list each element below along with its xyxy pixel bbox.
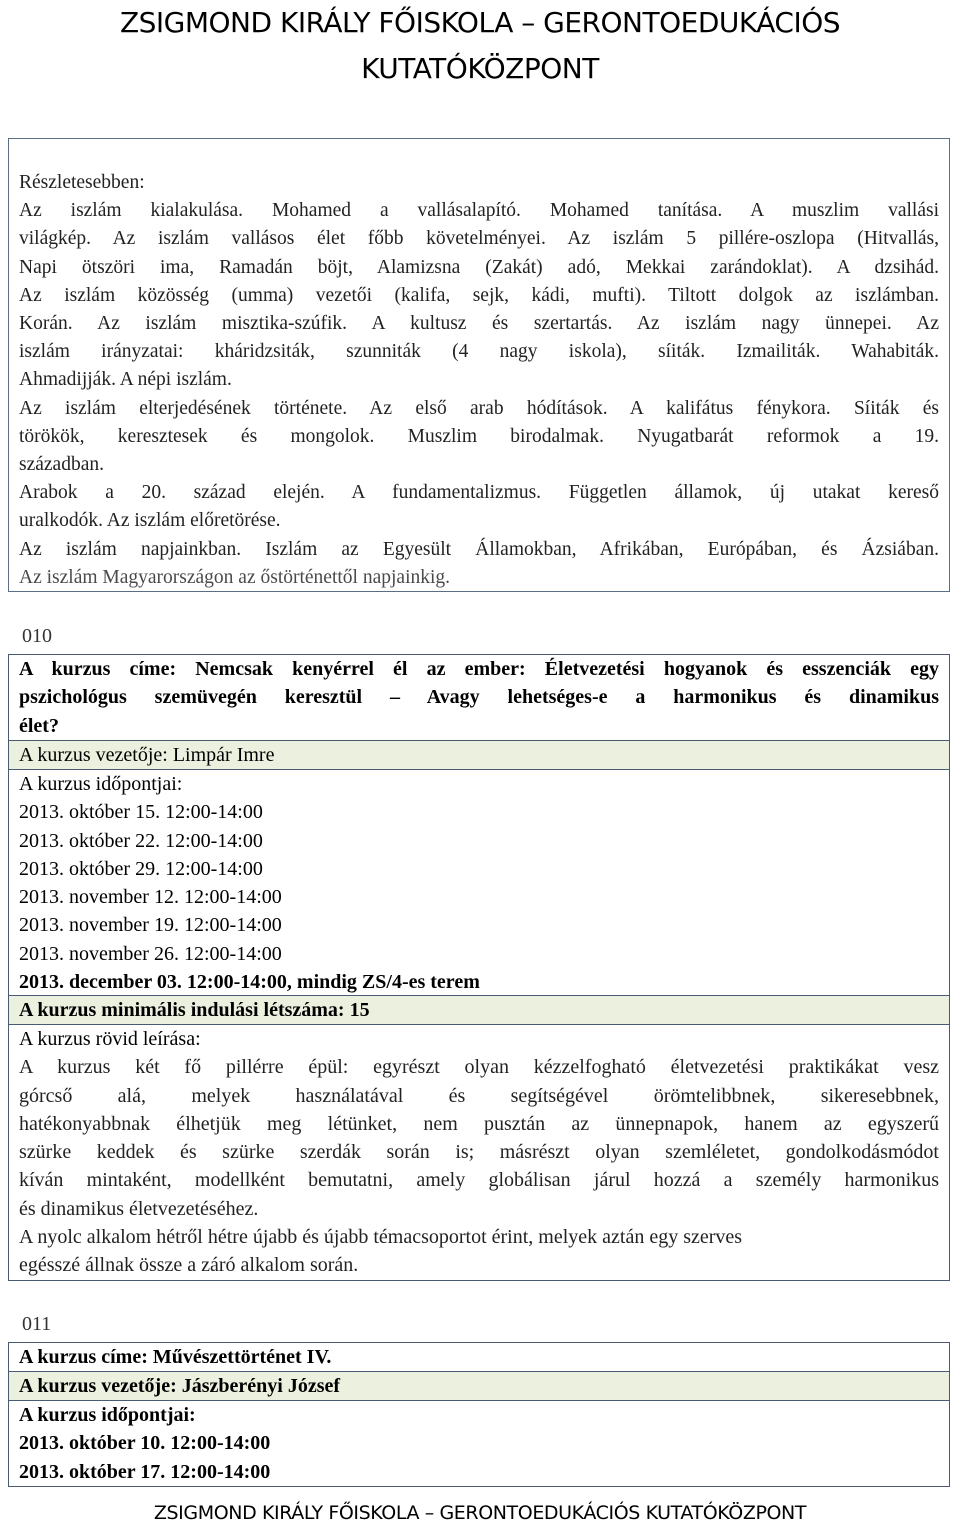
course-title	[8, 1342, 950, 1371]
desc-line: A nyolc alkalom hétről hétre újabb és újabb témacsoportot érint, melyek aztán egy szerves	[19, 1226, 743, 1249]
course-date: 2013. október 22. 12:00-14:00	[19, 829, 263, 852]
desc-line: A kurzus két fő pillérre épül: egyrészt olyan kézzelfogható életvezetési praktikákat vesz	[19, 1056, 939, 1079]
course-date: 2013. november 26. 12:00-14:00	[19, 942, 282, 965]
details-line: iszlám irányzatai: kháridzsiták, szunniták (4 nagy iskola), síiták. Izmailiták. Wahabiták.	[19, 341, 939, 363]
desc-line: kíván mintaként, modellként bemutatni, amely globálisan járul hozzá a személy harmonikus	[19, 1169, 939, 1192]
course-date: 2013. november 19. 12:00-14:00	[19, 914, 282, 937]
course-leader-text: A kurzus vezetője: Limpár Imre	[19, 744, 275, 766]
course-leader	[8, 1371, 950, 1400]
header-line-1: ZSIGMOND KIRÁLY FŐISKOLA – GERONTOEDUKÁCIÓS	[119, 6, 841, 39]
course-date: 2013. október 17. 12:00-14:00	[19, 1460, 271, 1483]
details-line: világkép. Az iszlám vallásos élet főbb követelményei. Az iszlám 5 pillére-oszlopa (Hitvallás,	[19, 228, 939, 250]
details-line: Az iszlám közösség (umma) vezetői (kalifa, sejk, kádi, mufti). Tiltott dolgok az iszlámban.	[19, 284, 939, 306]
course-title-line: élet?	[19, 714, 59, 737]
course-date: 2013. október 29. 12:00-14:00	[19, 857, 263, 880]
desc-line: górcső alá, melyek használatával és segítségével örömtelibbnek, sikeresebbnek,	[19, 1084, 939, 1107]
course-title-line: pszichológus szemüvegén keresztül – Avagy lehetséges-e a harmonikus és dinamikus	[19, 686, 939, 709]
desc-line: egésszé állnak össze a záró alkalom során.	[19, 1254, 359, 1277]
details-line: Az iszlám napjainkban. Iszlám az Egyesült Államokban, Afrikában, Európában, és Ázsiában.	[19, 538, 939, 560]
details-line: Napi ötszöri ima, Ramadán böjt, Alamizsna (Zakát) adó, Mekkai zarándoklat). A dzsihád.	[19, 256, 939, 278]
desc-line: szürke keddek és szürke szerdák során is; másrészt olyan szemléletet, gondolkodásmódot	[19, 1141, 939, 1164]
details-line: törökök, keresztesek és mongolok. Muszlim birodalmak. Nyugatbarát reformok a 19.	[19, 425, 939, 447]
course-leader-text: A kurzus vezetője: Jászberényi József	[19, 1375, 341, 1397]
details-line: Korán. Az iszlám misztika-szúfik. A kultusz és szertartás. Az iszlám nagy ünnepei. Az	[19, 313, 939, 335]
course-leader	[8, 740, 950, 769]
course-details-box	[8, 138, 950, 592]
header-line-2: KUTATÓKÖZPONT	[361, 52, 599, 85]
course-code: 010	[22, 625, 52, 647]
course-min-size	[8, 995, 950, 1024]
details-line: Az iszlám elterjedésének története. Az első arab hódítások. A kalifátus fénykora. Síiták és	[19, 397, 939, 419]
course-dates	[8, 769, 950, 996]
course-date: 2013. december 03. 12:00-14:00, mindig ZS/4-es terem	[19, 971, 480, 994]
course-title-line: A kurzus címe: Művészettörténet IV.	[19, 1346, 332, 1368]
dates-label: A kurzus időpontjai:	[19, 1404, 196, 1426]
course-date: 2013. november 12. 12:00-14:00	[19, 886, 282, 909]
details-line: Részletesebben:	[19, 172, 145, 193]
desc-line: hatékonyabbnak élhetjük meg létünket, nem pusztán az ünnepnapok, hanem az egyszerű	[19, 1112, 939, 1135]
details-line: Arabok a 20. század elején. A fundamentalizmus. Független államok, új utakat kereső	[19, 482, 939, 504]
course-date: 2013. október 15. 12:00-14:00	[19, 801, 263, 824]
course-date: 2013. október 10. 12:00-14:00	[19, 1432, 271, 1455]
min-size-text: A kurzus minimális indulási létszáma: 15	[19, 999, 370, 1021]
course-dates	[8, 1400, 950, 1487]
details-line: században.	[19, 454, 104, 476]
course-title-line: A kurzus címe: Nemcsak kenyérrel él az ember: Életvezetési hogyanok és esszenciák egy	[19, 658, 939, 680]
details-line: Az iszlám Magyarországon az őstörténettől napjainkig.	[19, 566, 451, 588]
dates-label: A kurzus időpontjai:	[19, 773, 183, 795]
details-line: uralkodók. Az iszlám előretörése.	[19, 510, 281, 532]
desc-line: és dinamikus életvezetéséhez.	[19, 1197, 259, 1220]
course-title	[8, 654, 950, 740]
course-description	[8, 1024, 950, 1281]
course-code: 011	[22, 1313, 52, 1335]
desc-label: A kurzus rövid leírása:	[19, 1028, 201, 1050]
page-footer: ZSIGMOND KIRÁLY FŐISKOLA – GERONTOEDUKÁCIÓS KUTATÓKÖZPONT	[153, 1502, 807, 1524]
details-line: Ahmadijják. A népi iszlám.	[19, 369, 232, 391]
page-header	[0, 0, 960, 92]
details-line: Az iszlám kialakulása. Mohamed a vallásalapító. Mohamed tanítása. A muszlim vallási	[19, 200, 939, 222]
